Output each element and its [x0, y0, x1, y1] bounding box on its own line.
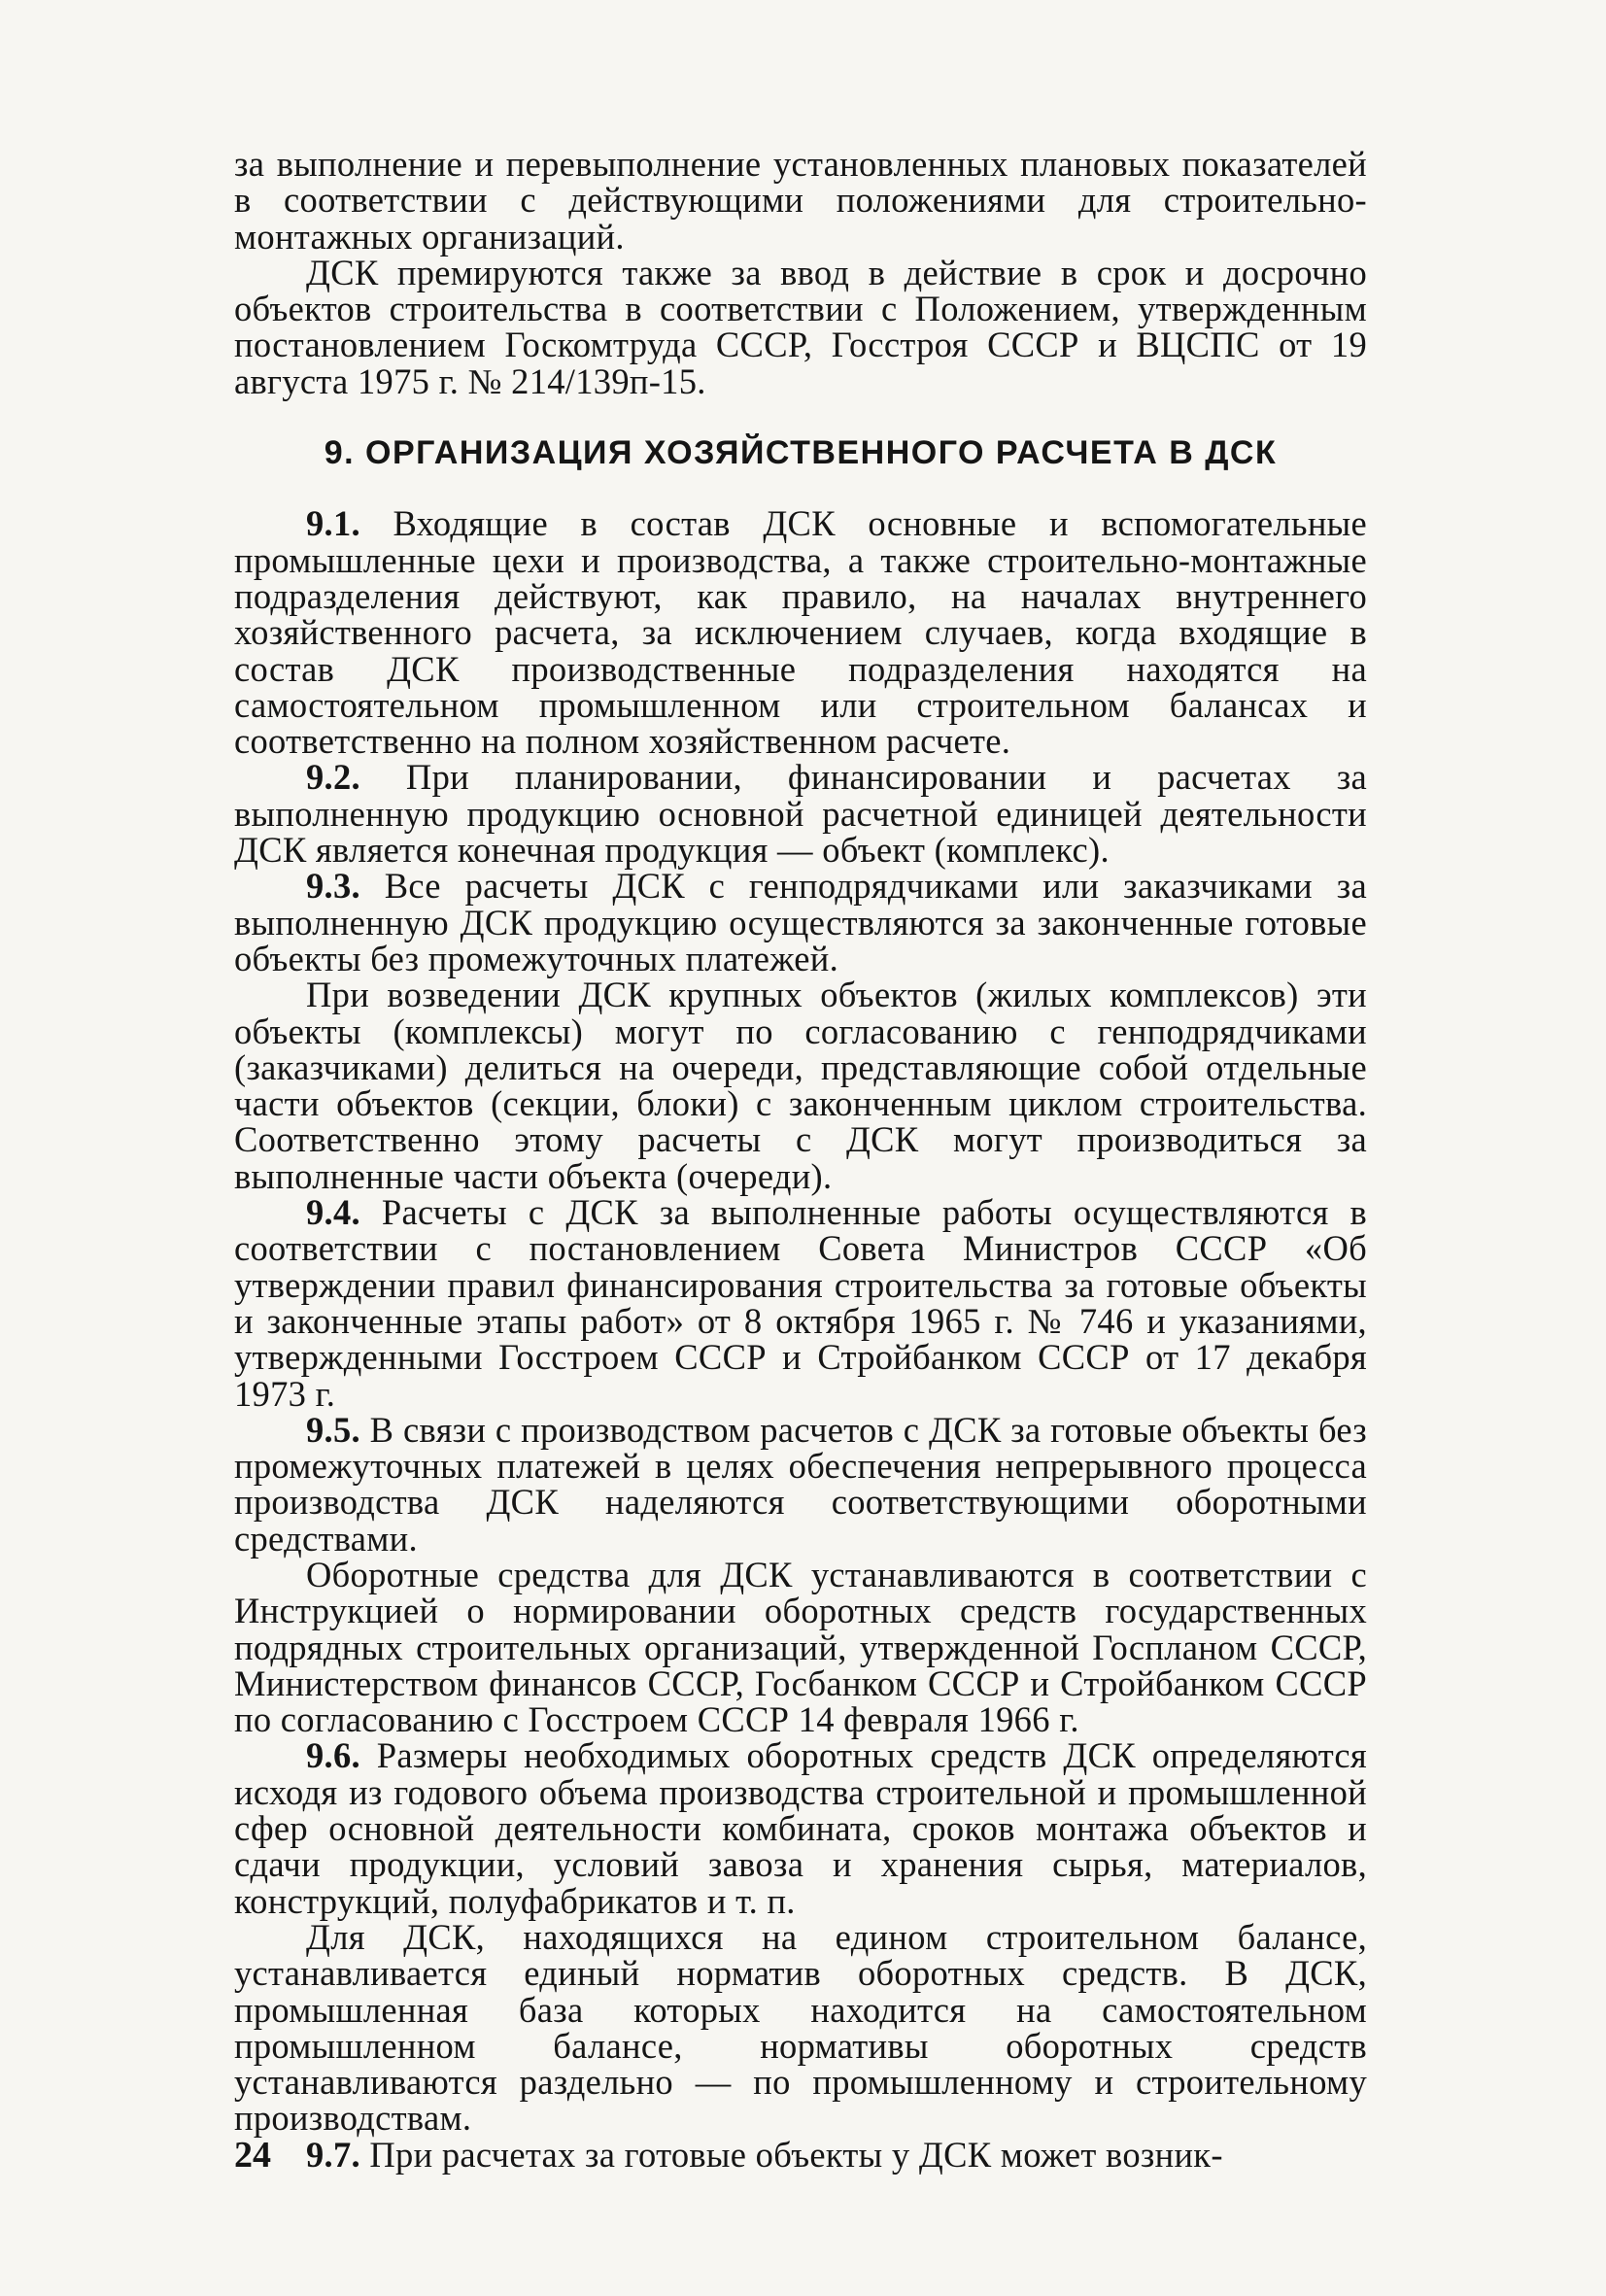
paragraph-text: Все расчеты ДСК с генподрядчиками или заказчиками за выполненную ДСК продукцию осуществляются за законченные готовые объекты без промежуточных платежей. — [234, 866, 1367, 978]
paragraph-number: 9.7. — [306, 2134, 360, 2175]
paragraph-text: Для ДСК, находящихся на едином строительном балансе, устанавливается единый норматив оборотных средств. В ДСК, промышленная база которых находится на самостоятельном промышленном балансе, нормативы оборотных средств устанавливаются раздельно — по промышленному и строительному производствам. — [234, 1916, 1367, 2139]
paragraph-9-4 — [234, 1194, 1367, 1412]
paragraph-9-3-cont — [234, 977, 1367, 1194]
paragraph-bonus: ДСК премируются также за ввод в действие в срок и досрочно объектов строительства в соответствии с Положением, утвержденным постановлением Госкомтруда СССР, Госстроя СССР и ВЦСПС от 19 августа 1975 г. № 214/139п-15. — [234, 252, 1367, 401]
paragraph-number: 9.6. — [306, 1735, 360, 1776]
paragraph-number: 9.4. — [306, 1192, 360, 1233]
paragraph-number: 9.5. — [306, 1409, 360, 1450]
paragraph-9-5 — [234, 1409, 1367, 1559]
paragraph-9-3 — [234, 868, 1367, 977]
paragraph-number: 9.2. — [306, 757, 360, 798]
body-text — [234, 146, 1367, 2173]
paragraph-9-6 — [234, 1735, 1367, 1921]
page-number: 24 — [234, 2135, 271, 2176]
paragraph-text: При планировании, финансировании и расчетах за выполненную продукцию основной расчетной единицей деятельности ДСК является конечная продукция — объект (комплекс). — [234, 757, 1367, 871]
paragraph-text: Входящие в состав ДСК основные и вспомогательные промышленные цехи и производства, а также строительно-монтажные подразделения действуют, как правило, на началах внутреннего хозяйственного расчета, за исключением случаев, когда входящие в состав ДСК производственные подразделения находятся на самостоятельном промышленном или строительном балансах и соответственно на полном хозяйственном расчете. — [234, 503, 1367, 762]
paragraph-9-5-cont — [234, 1554, 1367, 1740]
section-heading: 9. ОРГАНИЗАЦИЯ ХОЗЯЙСТВЕННОГО РАСЧЕТА В ДСК — [324, 434, 1278, 472]
paragraph-number: 9.1. — [306, 503, 360, 544]
paragraph-text: Размеры необходимых оборотных средств ДСК определяются исходя из годового объема производства строительной и промышленной сфер основной деятельности комбината, сроков монтажа объектов и сдачи продукции, условий завоза и хранения сырья, материалов, конструкций, полуфабрикатов и т. п. — [234, 1735, 1367, 1921]
paragraph-continued: за выполнение и перевыполнение установленных плановых показателей в соответствии с действующими положениями для строительно-монтажных организаций. — [234, 144, 1367, 257]
paragraph-text: При возведении ДСК крупных объектов (жилых комплексов) эти объекты (комплексы) могут по согласованию с генподрядчиками (заказчиками) делиться на очереди, представляющие собой отдельные части объектов (секции, блоки) с законченным циклом строительства. Соответственно этому расчеты с ДСК могут производиться за выполненные части объекта (очереди). — [234, 975, 1367, 1196]
paragraph-text: Оборотные средства для ДСК устанавливаются в соответствии с Инструкцией о нормировании оборотных средств государственных подрядных строительных организаций, утвержденной Госпланом СССР, Министерством финансов СССР, Госбанком СССР и Стройбанком СССР по согласованию с Госстроем СССР 14 февраля 1966 г. — [234, 1554, 1367, 1740]
paragraph-9-7 — [234, 2134, 1367, 2175]
paragraph-9-6-cont — [234, 1916, 1367, 2139]
paragraph-text: В связи с производством расчетов с ДСК за готовые объекты без промежуточных платежей в целях обеспечения непрерывного процесса производства ДСК наделяются соответствующими оборотными средствами. — [234, 1409, 1367, 1559]
paragraph-text: Расчеты с ДСК за выполненные работы осуществляются в соответствии с постановлением Совета Министров СССР «Об утверждении правил финансирования строительства за готовые объекты и законченные этапы работ» от 8 октября 1965 г. № 746 и указаниями, утвержденными Госстроем СССР и Стройбанком СССР от 17 декабря 1973 г. — [234, 1192, 1367, 1414]
paragraph-9-1 — [234, 503, 1367, 762]
paragraph-number: 9.3. — [306, 866, 360, 907]
paragraph-9-2 — [234, 757, 1367, 871]
paragraph-text: При расчетах за готовые объекты у ДСК может возник- — [369, 2134, 1223, 2175]
